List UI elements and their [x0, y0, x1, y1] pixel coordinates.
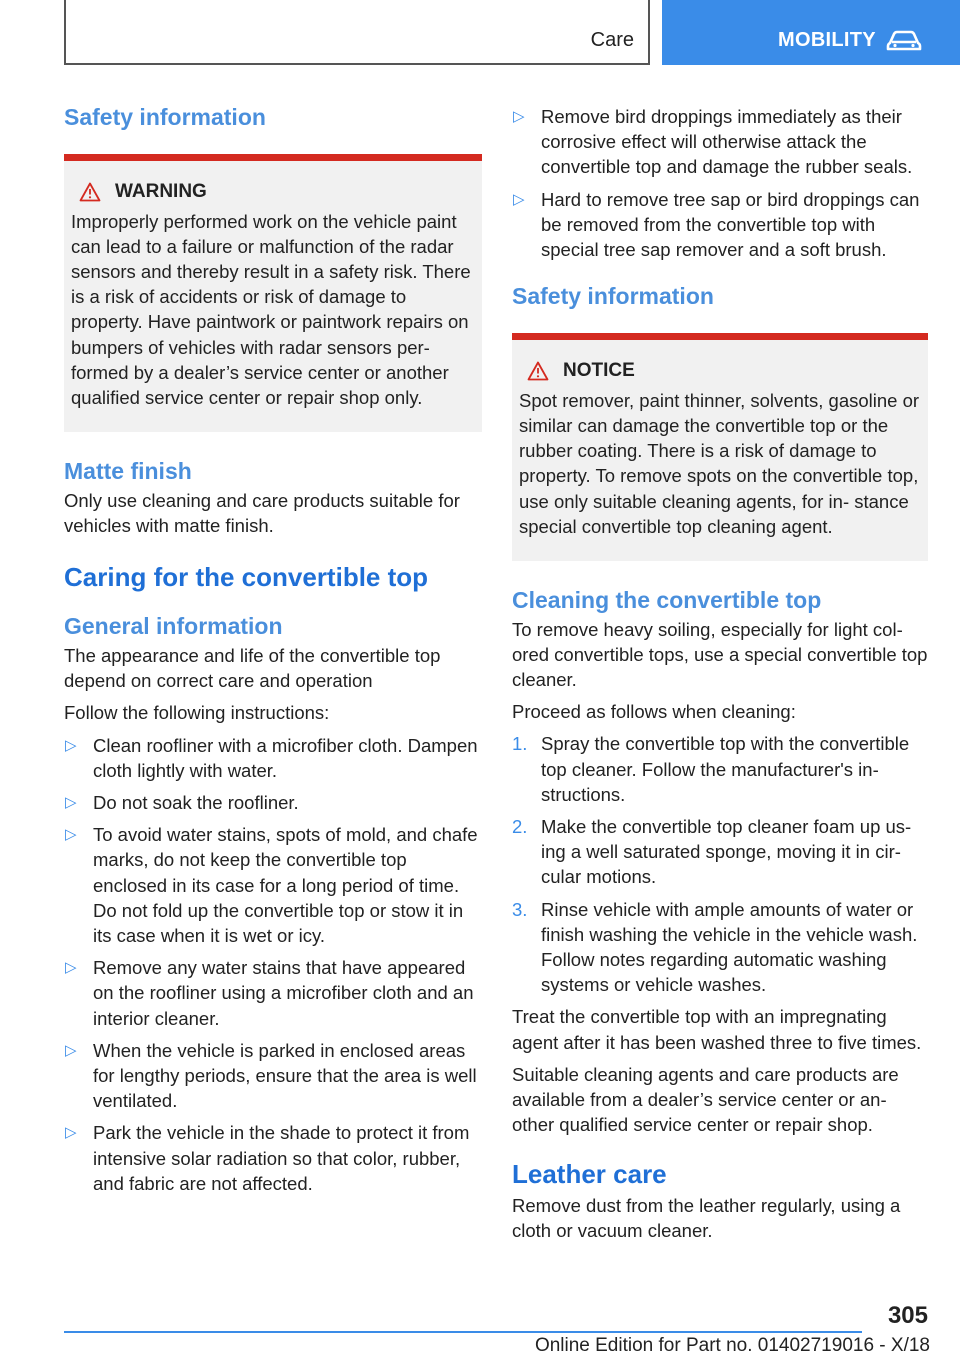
- list-item: ▷ Clean roofliner with a microfiber cloth. Dampen cloth lightly with water.: [65, 734, 478, 781]
- list-item: ▷ Park the vehicle in the shade to protect it from intensive solar radiation so that color, rubber, and fabric are not affected.: [65, 1122, 470, 1194]
- follow-instructions-text: Follow the following instructions:: [64, 702, 330, 724]
- header-chapter-tab: [662, 0, 960, 65]
- general-info-text: The appearance and life of the convertible top depend on correct care and operation: [64, 645, 441, 692]
- list-item: ▷ When the vehicle is parked in enclosed areas for lengthy periods, ensure that the area is well ventilated.: [65, 1039, 477, 1112]
- treat-text: Treat the convertible top with an impregnating agent after it has been washed three to five times.: [512, 1006, 922, 1053]
- warning-triangle-icon: [79, 182, 101, 202]
- safety-info-heading: Safety information: [64, 104, 266, 130]
- chapter-label: MOBILITY: [778, 29, 876, 51]
- notice-box: [512, 333, 928, 561]
- cleaning-text: To remove heavy soiling, especially for light col‐ ored convertible tops, use a special convertible top cleaner.: [512, 618, 928, 691]
- header-section-tab: [64, 0, 650, 65]
- triangle-bullet-icon: ▷: [65, 1041, 77, 1059]
- edition-text: Online Edition for Part no. 01402719016 - X/18: [534, 1335, 930, 1356]
- list-item: ▷ Remove bird droppings immediately as their corrosive effect will otherwise attack the convertible top and damage the rubber seals.: [513, 106, 913, 178]
- matte-finish-text: Only use cleaning and care products suitable for vehicles with matte finish.: [64, 489, 460, 537]
- list-item: 1. Spray the convertible top with the convertible top cleaner. Follow the manufacturer's in‐ structions.: [512, 733, 910, 805]
- notice-text: Spot remover, paint thinner, solvents, gasoline or similar can damage the convertible top or the rubber coating. There is a risk of damage to property. To remove spots on the convertible top, use only suitable cleaning agents, for in‐ stance special convertible top cleaning agent.: [519, 389, 920, 537]
- left-column: [64, 100, 482, 1203]
- list-item: ▷ Hard to remove tree sap or bird droppings can be removed from the convertible top with special tree sap remover and a soft brush.: [513, 188, 920, 261]
- triangle-bullet-icon: ▷: [65, 826, 77, 844]
- warning-text: Improperly performed work on the vehicle paint can lead to a failure or malfunction of the radar sensors and thereby result in a safety risk. There is a risk of accidents or risk of damage to property. Have paintwork or paintwork repairs on bumpers of vehicles with radar sensors per‐ formed by a dealer’s service center or another qualified service center or repair shop only.: [71, 210, 471, 409]
- triangle-bullet-icon: ▷: [65, 794, 77, 812]
- right-column: [512, 100, 928, 1243]
- page-number: 305: [887, 1302, 928, 1329]
- warning-header: [71, 181, 474, 203]
- warning-label: WARNING: [115, 180, 207, 202]
- leather-care-text: Remove dust from the leather regularly, using a cloth or vacuum cleaner.: [512, 1194, 901, 1241]
- notice-label: NOTICE: [563, 359, 635, 381]
- triangle-bullet-icon: ▷: [513, 108, 525, 125]
- general-info-heading: General information: [64, 613, 283, 640]
- matte-finish-heading: Matte finish: [64, 458, 192, 485]
- list-item: ▷ Do not soak the roofliner.: [64, 790, 482, 815]
- warning-triangle-icon: [527, 361, 549, 381]
- warning-box: [64, 154, 482, 433]
- care-instructions-list: [64, 733, 482, 1196]
- list-item: 3. Rinse vehicle with ample amounts of water or finish washing the vehicle in the vehicle wash. Follow notes regarding automatic washing systems or vehicle washes.: [512, 898, 918, 996]
- suitable-agents-text: Suitable cleaning agents and care products are available from a dealer’s service center or an‐ other qualified service center or repair shop.: [512, 1063, 899, 1136]
- leather-care-heading: Leather care: [512, 1159, 667, 1190]
- cleaning-convertible-heading: Cleaning the convertible top: [512, 587, 822, 614]
- triangle-bullet-icon: ▷: [513, 190, 525, 208]
- caring-convertible-heading: Caring for the convertible top: [64, 562, 429, 593]
- list-item: ▷ To avoid water stains, spots of mold, and chafe marks, do not keep the convertible top enclosed in its case for a long period of time. Do not fold up the convertible top or stow it in its case when it is wet or icy.: [65, 824, 478, 947]
- footer-divider: [64, 1331, 862, 1333]
- cleaning-steps-list: [512, 731, 928, 997]
- proceed-text: Proceed as follows when cleaning:: [512, 701, 796, 723]
- triangle-bullet-icon: ▷: [65, 1124, 77, 1142]
- notice-header: [519, 360, 920, 382]
- section-label: Care: [590, 29, 634, 51]
- triangle-bullet-icon: ▷: [65, 959, 77, 977]
- safety-info-heading-2: Safety information: [512, 283, 714, 310]
- car-icon: [886, 30, 922, 52]
- triangle-bullet-icon: ▷: [65, 736, 77, 754]
- list-item: ▷ Remove any water stains that have appeared on the roofliner using a microfiber cloth and an interior cleaner.: [65, 957, 474, 1029]
- bird-droppings-list: [512, 104, 928, 262]
- list-item: 2. Make the convertible top cleaner foam up us‐ ing a well saturated sponge, moving it in cir‐ cular motions.: [512, 816, 912, 888]
